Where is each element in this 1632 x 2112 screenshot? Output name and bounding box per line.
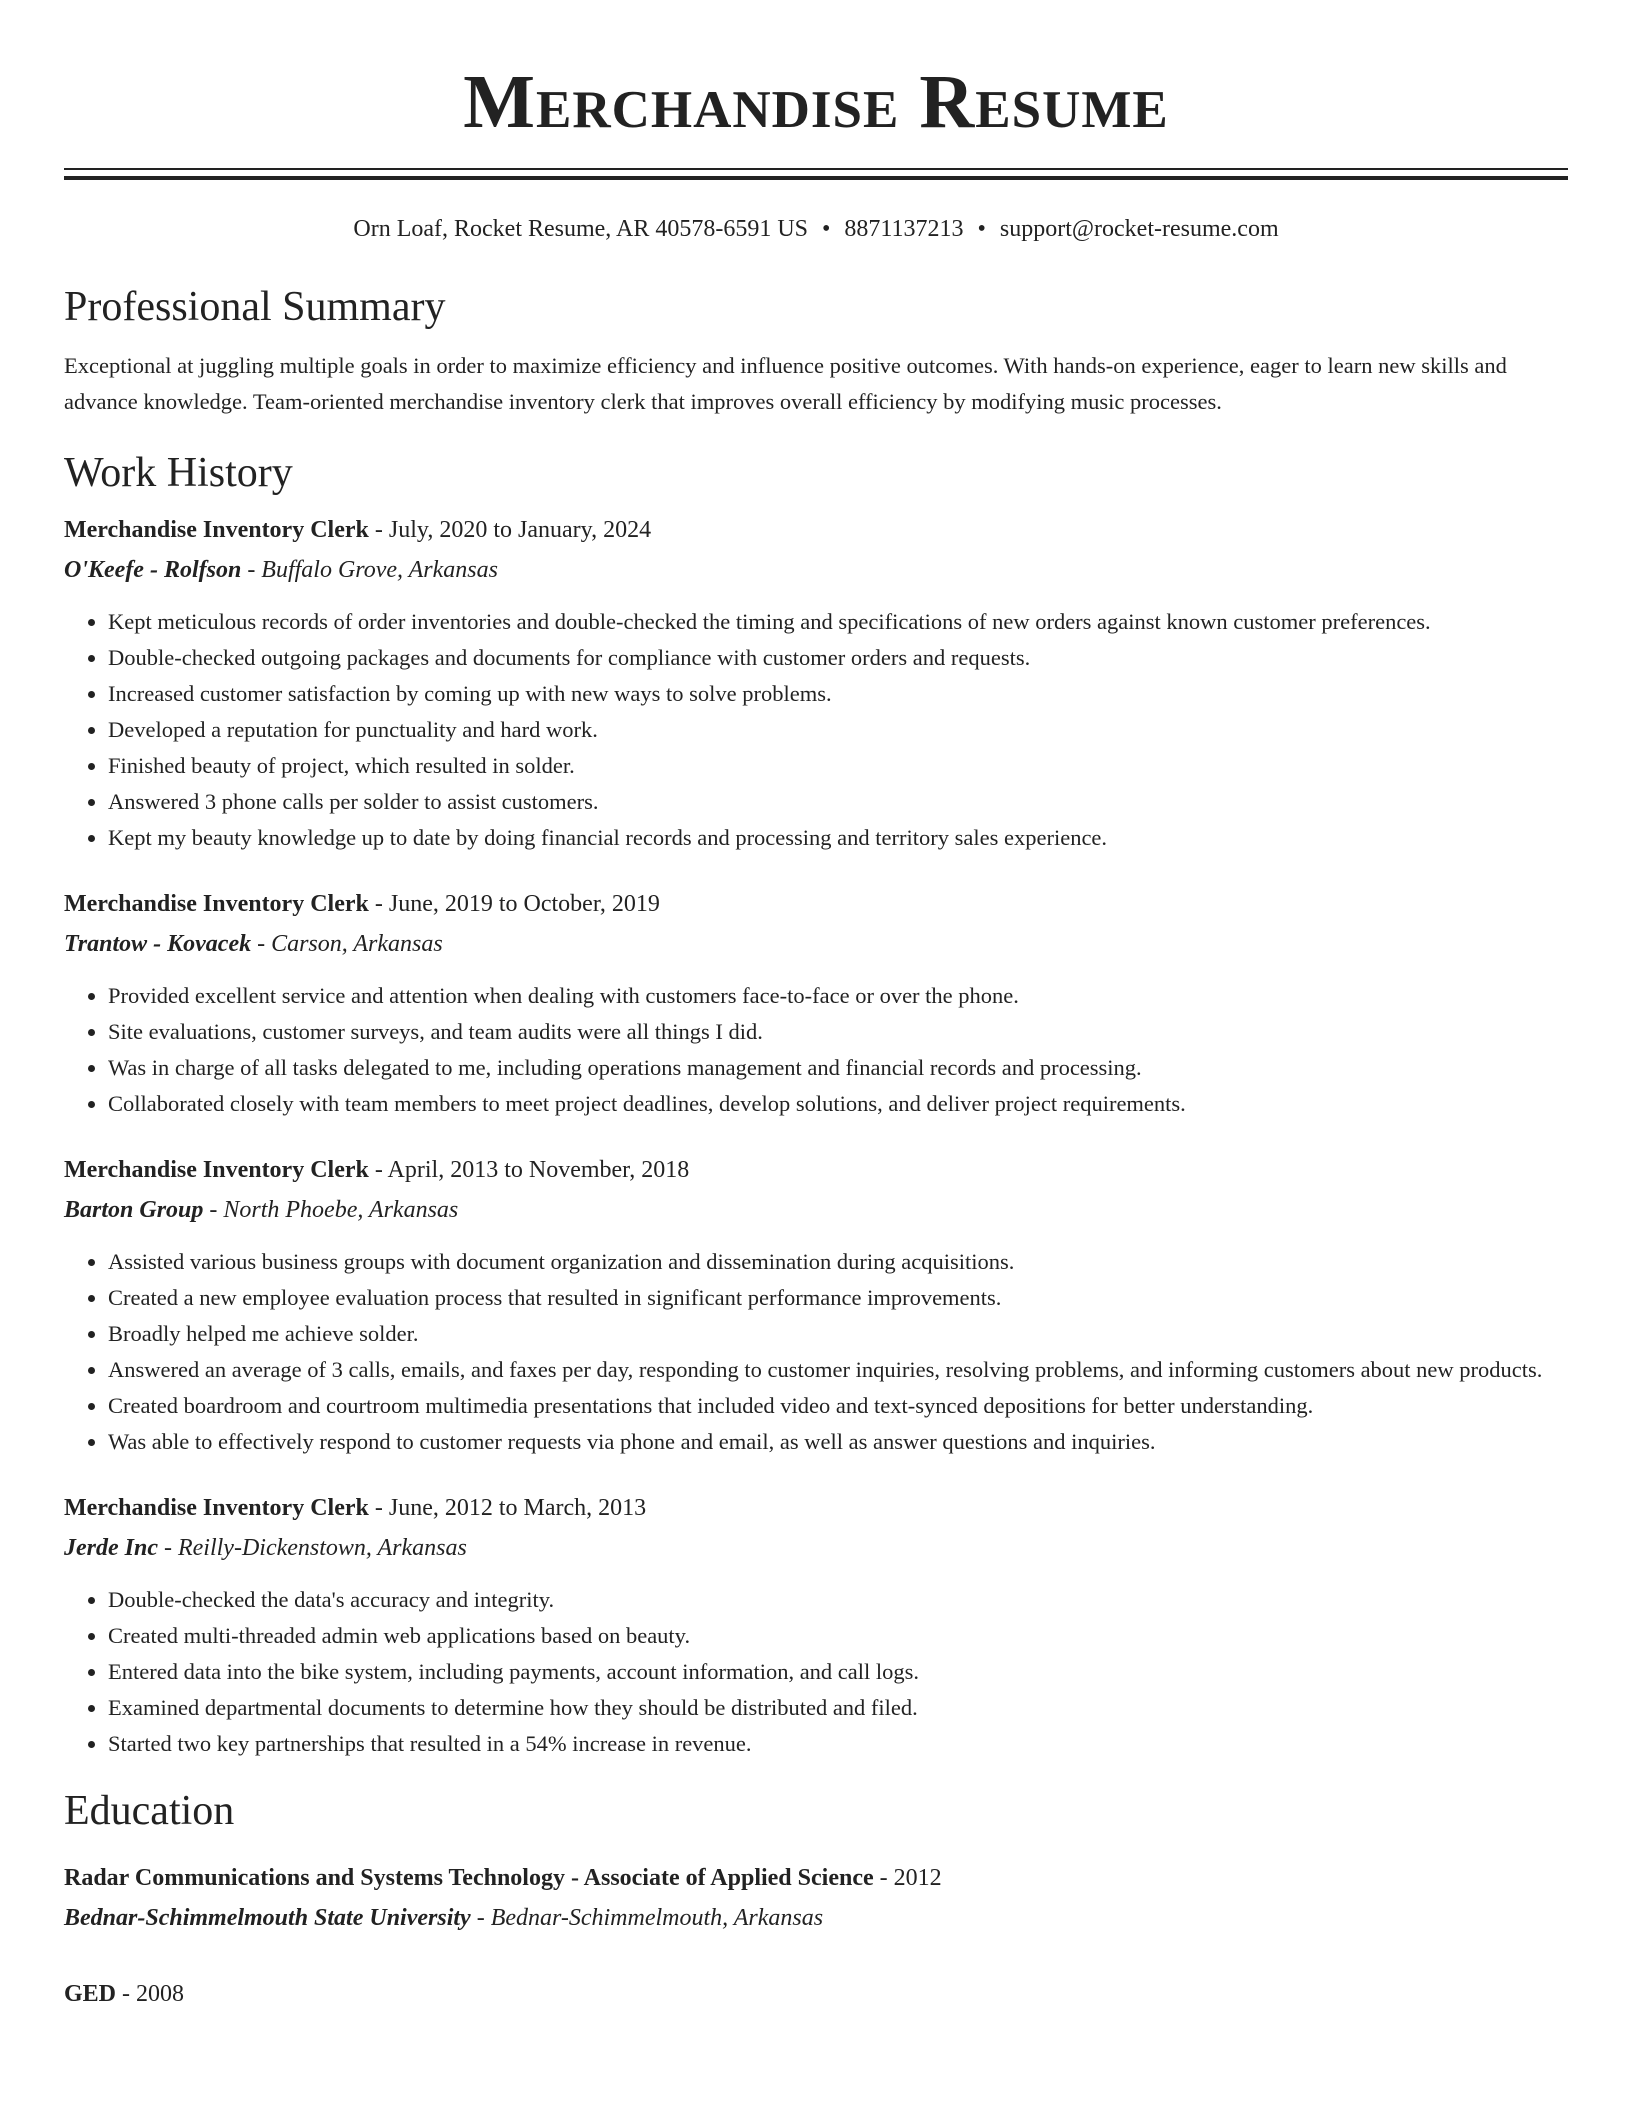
job-title-line <box>64 884 1568 924</box>
company-line <box>64 550 1568 590</box>
company-name: Jerde Inc <box>64 1535 158 1561</box>
job-title: Merchandise Inventory Clerk <box>64 517 369 543</box>
company-line <box>64 1190 1568 1230</box>
resume-title: Merchandise Resume <box>463 60 1169 144</box>
job-title-line <box>64 510 1568 550</box>
education-title-line <box>64 1858 1568 1898</box>
job-bullet: • Answered 3 phone calls per solder to assist customers. <box>108 784 1568 820</box>
education-degree: GED <box>64 1981 117 2007</box>
job-entry <box>64 510 1568 856</box>
company-line <box>64 1528 1568 1568</box>
job-bullet: • Provided excellent service and attention when dealing with customers face-to-face or over the phone. <box>108 978 1568 1014</box>
contact-line <box>64 214 1568 244</box>
job-dates: - April, 2013 to November, 2018 <box>368 1157 690 1183</box>
job-entry <box>64 1150 1568 1460</box>
company-name: Barton Group <box>64 1197 204 1223</box>
job-bullet: • Created a new employee evaluation process that resulted in significant performance improvements. <box>108 1280 1568 1316</box>
company-location: - Buffalo Grove, Arkansas <box>241 557 498 583</box>
job-bullet: • Created multi-threaded admin web applications based on beauty. <box>108 1618 1568 1654</box>
education-location: - Bednar-Schimmelmouth, Arkansas <box>470 1905 824 1931</box>
job-title-line <box>64 1488 1568 1528</box>
job-bullet: • Started two key partnerships that resulted in a 54% increase in revenue. <box>108 1726 1568 1762</box>
job-bullet: • Double-checked outgoing packages and documents for compliance with customer orders and requests. <box>108 640 1568 676</box>
education-entry <box>64 1858 1568 1938</box>
job-bullet: • Kept meticulous records of order inventories and double-checked the timing and specifications of new orders against known customer preferences. <box>108 604 1568 640</box>
company-location: - Carson, Arkansas <box>251 931 443 957</box>
job-bullet: • Developed a reputation for punctuality and hard work. <box>108 712 1568 748</box>
company-location: - Reilly-Dickenstown, Arkansas <box>157 1535 467 1561</box>
job-title: Merchandise Inventory Clerk <box>64 1495 369 1521</box>
job-bullet: • Answered an average of 3 calls, emails, and faxes per day, responding to customer inquiries, resolving problems, and informing customers about new products. <box>108 1352 1568 1388</box>
job-bullet: • Collaborated closely with team members to meet project deadlines, develop solutions, and deliver project requirements. <box>108 1086 1568 1122</box>
job-bullet: • Broadly helped me achieve solder. <box>108 1316 1568 1352</box>
job-entry <box>64 1488 1568 1762</box>
education-school-line <box>64 1898 1568 1938</box>
job-bullet: • Was in charge of all tasks delegated to me, including operations management and financial records and processing. <box>108 1050 1568 1086</box>
company-name: Trantow - Kovacek <box>64 931 252 957</box>
job-dates: - July, 2020 to January, 2024 <box>368 517 652 543</box>
job-bullet: • Assisted various business groups with document organization and dissemination during acquisitions. <box>108 1244 1568 1280</box>
job-entry <box>64 884 1568 1122</box>
job-bullet: • Created boardroom and courtroom multimedia presentations that included video and text-synced depositions for better understanding. <box>108 1388 1568 1424</box>
company-name: O'Keefe - Rolfson <box>64 557 242 583</box>
contact-email: support@rocket-resume.com <box>999 216 1279 242</box>
job-bullet-list <box>64 978 1568 1122</box>
job-bullet: • Finished beauty of project, which resulted in solder. <box>108 748 1568 784</box>
job-dates: - June, 2019 to October, 2019 <box>368 891 660 917</box>
education-title-line <box>64 1974 1568 2014</box>
job-dates: - June, 2012 to March, 2013 <box>368 1495 647 1521</box>
job-bullet: • Increased customer satisfaction by coming up with new ways to solve problems. <box>108 676 1568 712</box>
job-bullet: • Entered data into the bike system, including payments, account information, and call logs. <box>108 1654 1568 1690</box>
job-title-line <box>64 1150 1568 1190</box>
contact-separator: • <box>822 216 831 242</box>
contact-address: Orn Loaf, Rocket Resume, AR 40578-6591 US <box>353 216 808 242</box>
job-bullet: • Kept my beauty knowledge up to date by doing financial records and processing and territory sales experience. <box>108 820 1568 856</box>
job-bullet-list <box>64 1582 1568 1762</box>
contact-separator: • <box>977 216 986 242</box>
job-bullet: • Double-checked the data's accuracy and integrity. <box>108 1582 1568 1618</box>
job-bullet-list <box>64 1244 1568 1460</box>
resume-page <box>64 0 1568 2014</box>
education-year: - 2012 <box>873 1865 942 1891</box>
education-year: - 2008 <box>116 1981 185 2007</box>
work-history-heading: Work History <box>64 450 293 496</box>
education-degree: Radar Communications and Systems Technology - Associate of Applied Science <box>64 1865 874 1891</box>
job-bullet-list <box>64 604 1568 856</box>
contact-phone: 8871137213 <box>844 216 964 242</box>
summary-heading: Professional Summary <box>64 284 446 330</box>
job-title: Merchandise Inventory Clerk <box>64 891 369 917</box>
education-entry <box>64 1974 1568 2014</box>
company-line <box>64 924 1568 964</box>
education-heading: Education <box>64 1788 235 1834</box>
title-double-rule <box>64 168 1568 180</box>
job-title: Merchandise Inventory Clerk <box>64 1157 369 1183</box>
job-bullet: • Site evaluations, customer surveys, and team audits were all things I did. <box>108 1014 1568 1050</box>
summary-text: Exceptional at juggling multiple goals in order to maximize efficiency and influence positive outcomes. With hands-on experience, eager to learn new skills and advance knowledge. Team-oriented merchandise inventory clerk that improves overall efficiency by modifying music processes. <box>64 353 1507 414</box>
job-bullet: • Examined departmental documents to determine how they should be distributed and filed. <box>108 1690 1568 1726</box>
job-bullet: • Was able to effectively respond to customer requests via phone and email, as well as answer questions and inquiries. <box>108 1424 1568 1460</box>
education-school: Bednar-Schimmelmouth State University <box>64 1905 471 1931</box>
company-location: - North Phoebe, Arkansas <box>203 1197 459 1223</box>
